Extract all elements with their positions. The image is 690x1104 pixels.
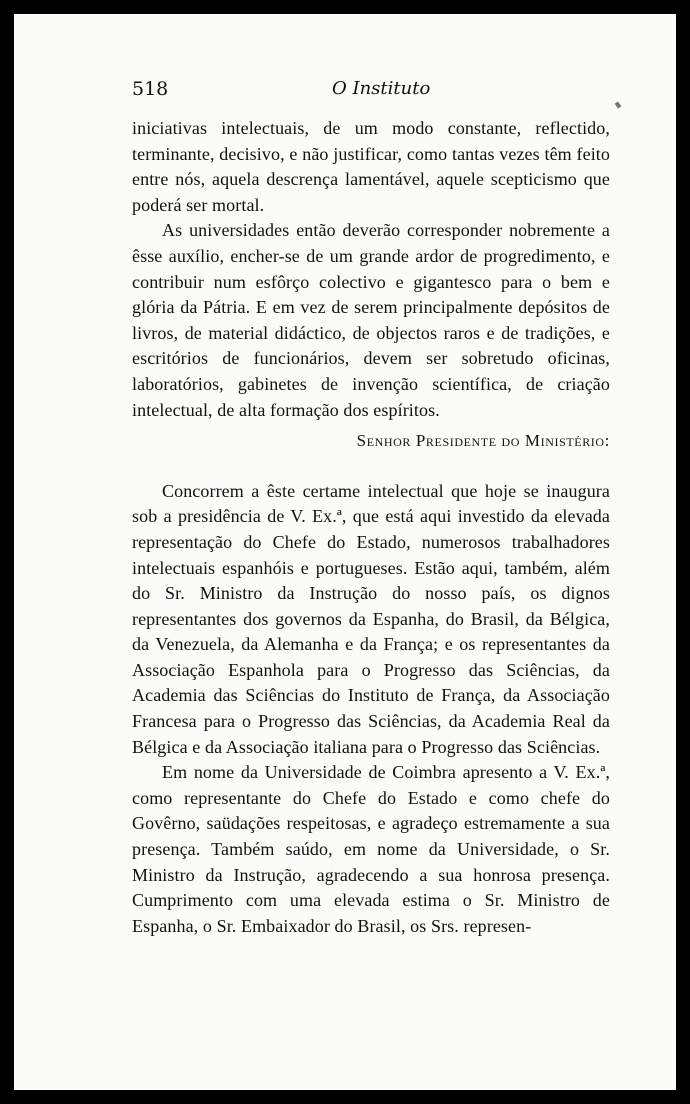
page-number: 518 — [132, 78, 169, 100]
page-header — [14, 70, 676, 110]
body-text — [132, 116, 610, 939]
salutation-heading: Senhor Presidente do Ministério: — [356, 431, 610, 451]
paragraph-universidades: As universidades então deverão corresponder nobremente a êsse auxílio, encher-se de um grande ardor de progredimento, e contribuir num esfôrço colectivo e gigantesco para o bem e glória da Pátria. E em vez de serem principalmente depósitos de livros, de material didáctico, de objectos raros e de tradições, e escritórios de funcionários, devem ser sobretudo oficinas, laboratórios, gabinetes de invenção scientífica, de criação intelectual, de alta formação dos espíritos. — [132, 220, 610, 420]
paragraph-concorrem: Concorrem a êste certame intelectual que hoje se inaugura sob a presidência de V. Ex.ª, que está aqui investido da elevada representação do Chefe do Estado, numerosos trabalhadores intelectuais espanhóis e portugueses. Estão aqui, também, além do Sr. Ministro da Instrução do nosso país, os dignos representantes dos governos da Espanha, do Brasil, da Bélgica, da Venezuela, da Alemanha e da França; e os representantes da Associação Espanhola para o Progresso das Sciências, da Academia das Sciências do Instituto de França, da Associação Francesa para o Progresso das Sciências, da Academia Real da Bélgica e da Associação italiana para o Progresso das Sciências. — [132, 480, 610, 757]
paragraph-em-nome: Em nome da Universidade de Coimbra apresento a V. Ex.ª, como representante do Chefe do Estado e como chefe do Govêrno, saüdações respeitosas, e agradeço estremamente a sua presença. Também saúdo, em nome da Universidade, o Sr. Ministro da Instrução, agradecendo a sua honrosa presença. Cumprimento com uma elevada estima o Sr. Ministro de Espanha, o Sr. Embaixador do Brasil, os Srs. represen- — [132, 762, 610, 936]
running-title: O Instituto — [332, 78, 431, 99]
paragraph-continuation: iniciativas intelectuais, de um modo constante, reflectido, terminante, decisivo, e não justificar, como tantas vezes têm feito entre nós, aquela descrença lamentável, aquele scepticismo que poderá ser mortal. — [132, 118, 610, 215]
book-page — [14, 14, 676, 1090]
